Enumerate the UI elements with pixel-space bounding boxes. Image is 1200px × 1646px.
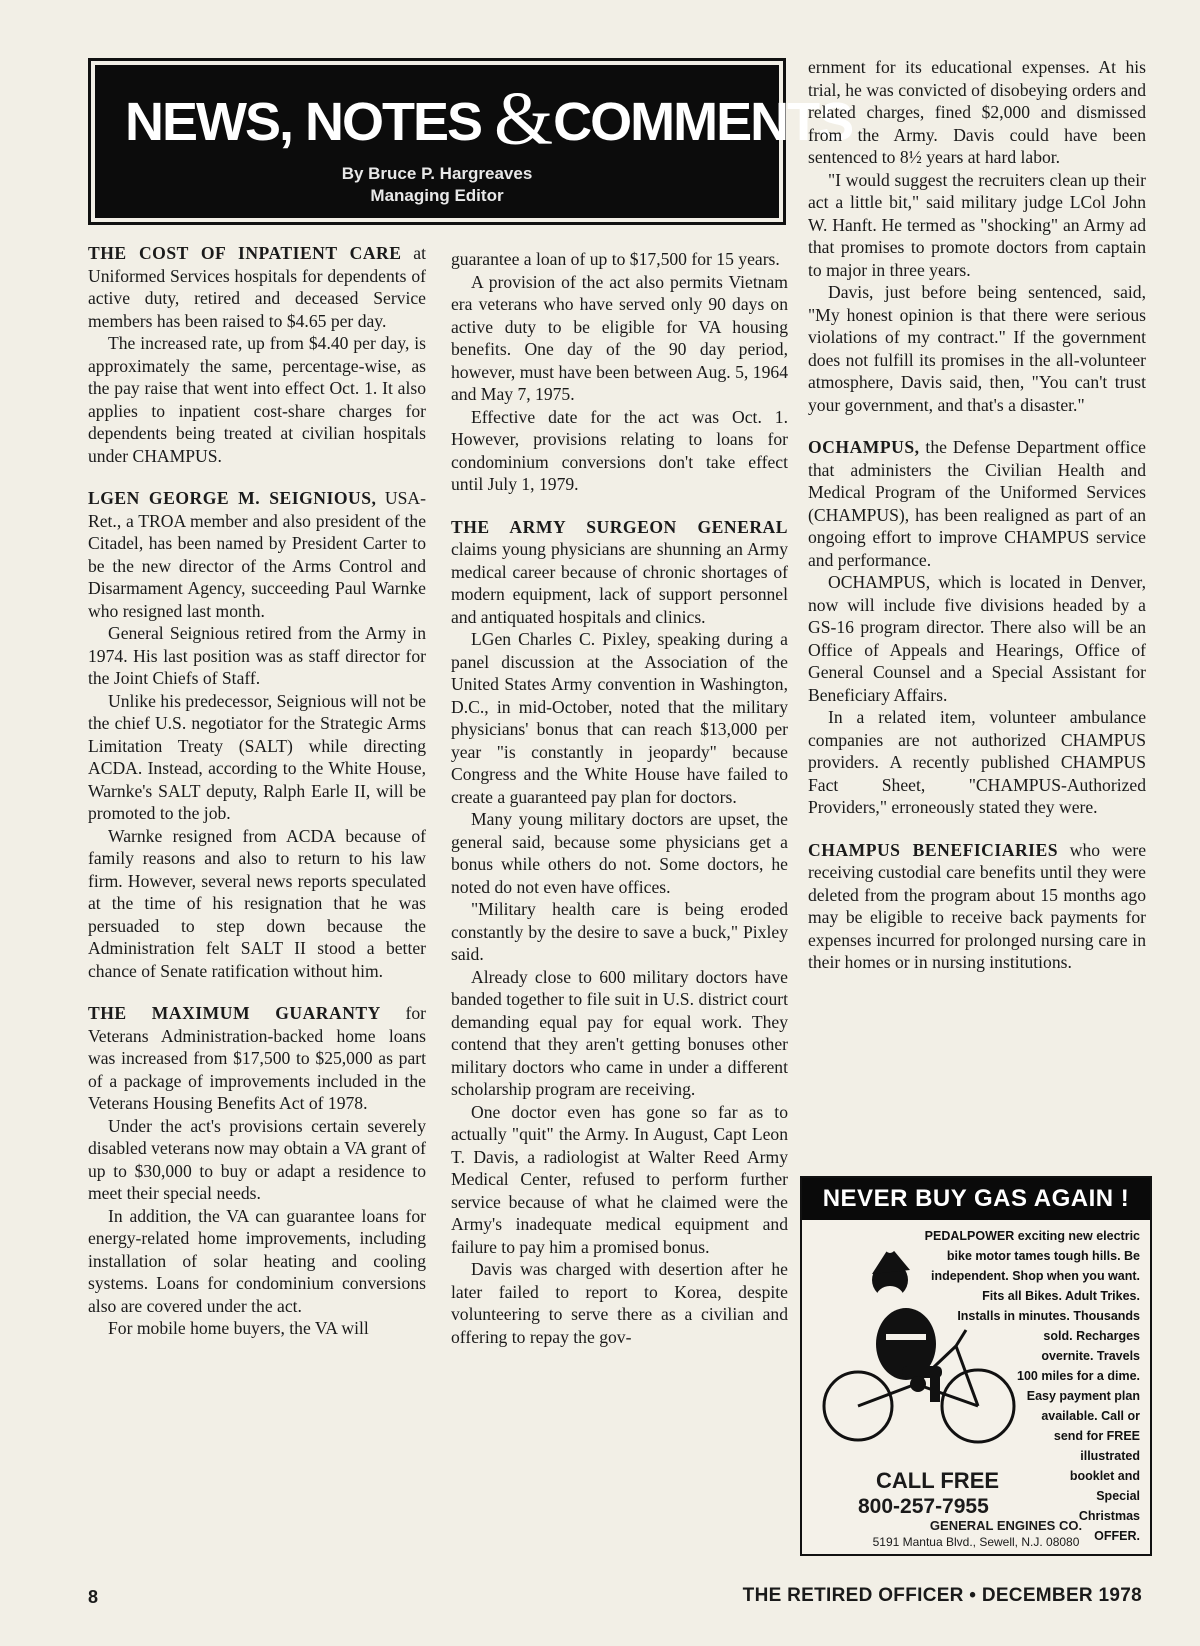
- header-banner: [95, 65, 853, 218]
- article-paragraph: [451, 516, 788, 629]
- footer-magazine-title: THE RETIRED OFFICER • DECEMBER 1978: [742, 1585, 1142, 1606]
- ad-copy-line: overnite. Travels: [1041, 1349, 1140, 1363]
- article-paragraph: [808, 839, 1146, 974]
- byline-name: By Bruce P. Hargreaves: [341, 164, 533, 183]
- article-paragraph: "I would suggest the recruiters clean up their act a little bit," said military judge LCol John W. Hanft. He termed as "shocking" an Army ad that promises to promote doctors from captain to major in three years.: [808, 169, 1146, 280]
- ad-headline: NEVER BUY GAS AGAIN !: [802, 1178, 1150, 1220]
- paragraph-text: who were receiving custodial care benefits until they were deleted from the program about 15 months ago may be eligible to receive back payments for expenses incurred for prolonged nursing care in their homes or in nursing institutions.: [808, 839, 1146, 972]
- masthead-right: COMMENTS: [553, 92, 853, 152]
- article-paragraph: One doctor even has gone so far as to actually "quit" the Army. In August, Capt Leon T. Davis, a radiologist at Walter Reed Army Medical Center, refused to perform further service because of what he claimed were the Army's inadequate medical equipment and failure to pay him a promised bonus.: [451, 1101, 788, 1257]
- ad-copy-line: Installs in minutes. Thousands: [957, 1309, 1140, 1323]
- article-paragraph: Many young military doctors are upset, the general said, because some physicians get a bonus while others do not. Some doctors, he noted do not even have offices.: [451, 809, 788, 897]
- ad-copy-line: booklet and: [1069, 1469, 1140, 1483]
- ad-company-name: GENERAL ENGINES CO.: [929, 1518, 1083, 1533]
- paragraph-text: USA-Ret., a TROA member and also president of the Citadel, has been named by President Carter to be the new director of the Arms Control and Disarmament Agency, succeeding Paul Warnke who resigned last month.: [88, 488, 426, 621]
- ad-copy-line: sold. Recharges: [1043, 1329, 1140, 1343]
- article-paragraph: Effective date for the act was Oct. 1. However, provisions relating to loans for condominium conversions don't take effect until July 1, 1979.: [451, 406, 788, 494]
- article-paragraph: "Military health care is being eroded constantly by the desire to save a buck," Pixley said.: [451, 899, 788, 964]
- ad-copy-line: Easy payment plan: [1026, 1389, 1140, 1403]
- article-paragraph: [88, 487, 426, 622]
- article-paragraph: [88, 1002, 426, 1115]
- article-paragraph: General Seignious retired from the Army in 1974. His last position was as staff director for the Joint Chiefs of Staff.: [88, 623, 426, 688]
- article-kicker: LGEN GEORGE M. SEIGNIOUS,: [88, 488, 377, 508]
- masthead-left: NEWS, NOTES: [125, 92, 482, 152]
- article-kicker: THE MAXIMUM GUARANTY: [88, 1003, 381, 1023]
- article-paragraph: For mobile home buyers, the VA will: [108, 1318, 369, 1338]
- paragraph-text: for Veterans Administration-backed home loans was increased from $17,500 to $25,000 as part of a package of improvements included in the Veterans Housing Benefits Act of 1978.: [88, 1003, 427, 1113]
- article-paragraph: Already close to 600 military doctors have banded together to file suit in U.S. district court demanding equal pay for equal work. They contend that they aren't getting bonuses other military doctors who came in under a different scholarship program are receiving.: [451, 966, 788, 1099]
- article-paragraph: A provision of the act also permits Vietnam era veterans who have served only 90 days on active duty to be eligible for VA housing benefits. One day of the 90 day period, however, must have been between Aug. 5, 1964 and May 7, 1975.: [451, 271, 788, 404]
- paragraph-text: at Uniformed Services hospitals for dependents of active duty, retired and deceased Service members has been raised to $4.65 per day.: [88, 243, 426, 331]
- masthead-title: [125, 77, 853, 161]
- advertisement: [800, 1176, 1152, 1556]
- article-kicker: THE ARMY SURGEON GENERAL: [451, 516, 788, 537]
- article-kicker: OCHAMPUS,: [808, 437, 920, 457]
- ad-copy-line: available. Call or: [1041, 1409, 1140, 1423]
- ad-address: 5191 Mantua Blvd., Sewell, N.J. 08080: [872, 1535, 1080, 1549]
- article-paragraph: Warnke resigned from ACDA because of family reasons and also to return to his law firm. However, several news reports speculated at the time of his resignation that he was persuaded to step down because the Administration felt SALT II stood a better chance of Senate ratification without him.: [88, 825, 426, 981]
- article-paragraph: Davis, just before being sentenced, said, "My honest opinion is that there were serious violations of my contract." If the government does not fulfill its promises in the all-volunteer atmosphere, Davis said, then, "You can't trust your government, and that's a disaster.": [808, 282, 1146, 415]
- article-paragraph: guarantee a loan of up to $17,500 for 15 years.: [451, 249, 780, 269]
- ad-copy-line: independent. Shop when you want.: [930, 1269, 1140, 1283]
- ad-copy-line: illustrated: [1080, 1449, 1140, 1463]
- article-paragraph: In a related item, volunteer ambulance companies are not authorized CHAMPUS providers. A recently published CHAMPUS Fact Sheet, "CHAMPUS-Authorized Providers," erroneously stated they were.: [808, 707, 1146, 817]
- article-paragraph: LGen Charles C. Pixley, speaking during a panel discussion at the Association of the United States Army convention in Washington, D.C., in mid-October, noted that the military physicians' bonus that can reach $13,000 per year "is constantly in jeopardy" because Congress and the White House have failed to create a guaranteed pay plan for doctors.: [451, 629, 788, 807]
- paragraph-text: the Defense Department office that administers the Civilian Health and Medical Program of the Uniformed Services (CHAMPUS), has been realigned as part of an ongoing effort to improve CHAMPUS service and performance.: [808, 437, 1146, 570]
- ad-copy-line: Fits all Bikes. Adult Trikes.: [982, 1289, 1140, 1303]
- column-2: [451, 248, 788, 1348]
- ad-copy-line: Special: [1096, 1489, 1140, 1503]
- ad-copy-line: 100 miles for a dime.: [1017, 1369, 1140, 1383]
- article-paragraph: Under the act's provisions certain severely disabled veterans now may obtain a VA grant of up to $30,000 to buy or adapt a residence to meet their special needs.: [88, 1115, 426, 1203]
- ad-phone-number: 800-257-7955: [858, 1495, 989, 1518]
- masthead-ampersand: &: [494, 77, 554, 161]
- article-paragraph: [88, 242, 426, 332]
- article-paragraph: The increased rate, up from $4.40 per day, is approximately the same, percentage-wise, as the pay raise that went into effect Oct. 1. It also applies to inpatient cost-share charges for dependents being treated at civilian hospitals under CHAMPUS.: [88, 333, 426, 466]
- ad-copy-line: PEDALPOWER exciting new electric: [924, 1229, 1140, 1243]
- ad-copy-line: send for FREE: [1053, 1429, 1140, 1443]
- byline: [95, 163, 779, 207]
- article-kicker: CHAMPUS BENEFICIARIES: [808, 839, 1059, 860]
- ad-copy-line: OFFER.: [1094, 1529, 1140, 1543]
- article-paragraph: [808, 436, 1146, 571]
- ad-copy-line: bike motor tames tough hills. Be: [946, 1249, 1140, 1263]
- ad-call-free: CALL FREE: [876, 1468, 1000, 1493]
- article-paragraph: Davis was charged with desertion after he later failed to report to Korea, despite volunteering to serve there as a civilian and offering to repay the gov-: [451, 1259, 788, 1347]
- ad-copy-line: Christmas: [1078, 1509, 1140, 1523]
- article-paragraph: ernment for its educational expenses. At his trial, he was convicted of disobeying orders and related charges, fined $2,000 and dismissed from the Army. Davis could have been sentenced to 8½ years at hard labor.: [808, 57, 1146, 167]
- byline-role: Managing Editor: [370, 186, 504, 205]
- article-paragraph: OCHAMPUS, which is located in Denver, now will include five divisions headed by a GS-16 program director. There also will be an Office of Appeals and Hearings, Office of General Counsel and a Special Assistant for Beneficiary Affairs.: [808, 572, 1146, 705]
- paragraph-text: claims young physicians are shunning an Army medical career because of chronic shortages of modern equipment, lack of support personnel and antiquated hospitals and clinics.: [451, 539, 788, 627]
- column-3: [808, 56, 1146, 974]
- article-paragraph: Unlike his predecessor, Seignious will not be the chief U.S. negotiator for the Strategic Arms Limitation Treaty (SALT) while directing ACDA. Instead, according to the White House, Warnke's SALT deputy, Ralph Earle II, will be promoted to the job.: [88, 690, 426, 823]
- article-kicker: THE COST OF INPATIENT CARE: [88, 243, 402, 263]
- column-1: [88, 242, 426, 1340]
- page-number: 8: [88, 1587, 99, 1607]
- section-header: [88, 58, 853, 225]
- article-paragraph: In addition, the VA can guarantee loans for energy-related home improvements, including installation of solar heating and cooling systems. Loans for condominium conversions also are covered under the act.: [88, 1205, 426, 1316]
